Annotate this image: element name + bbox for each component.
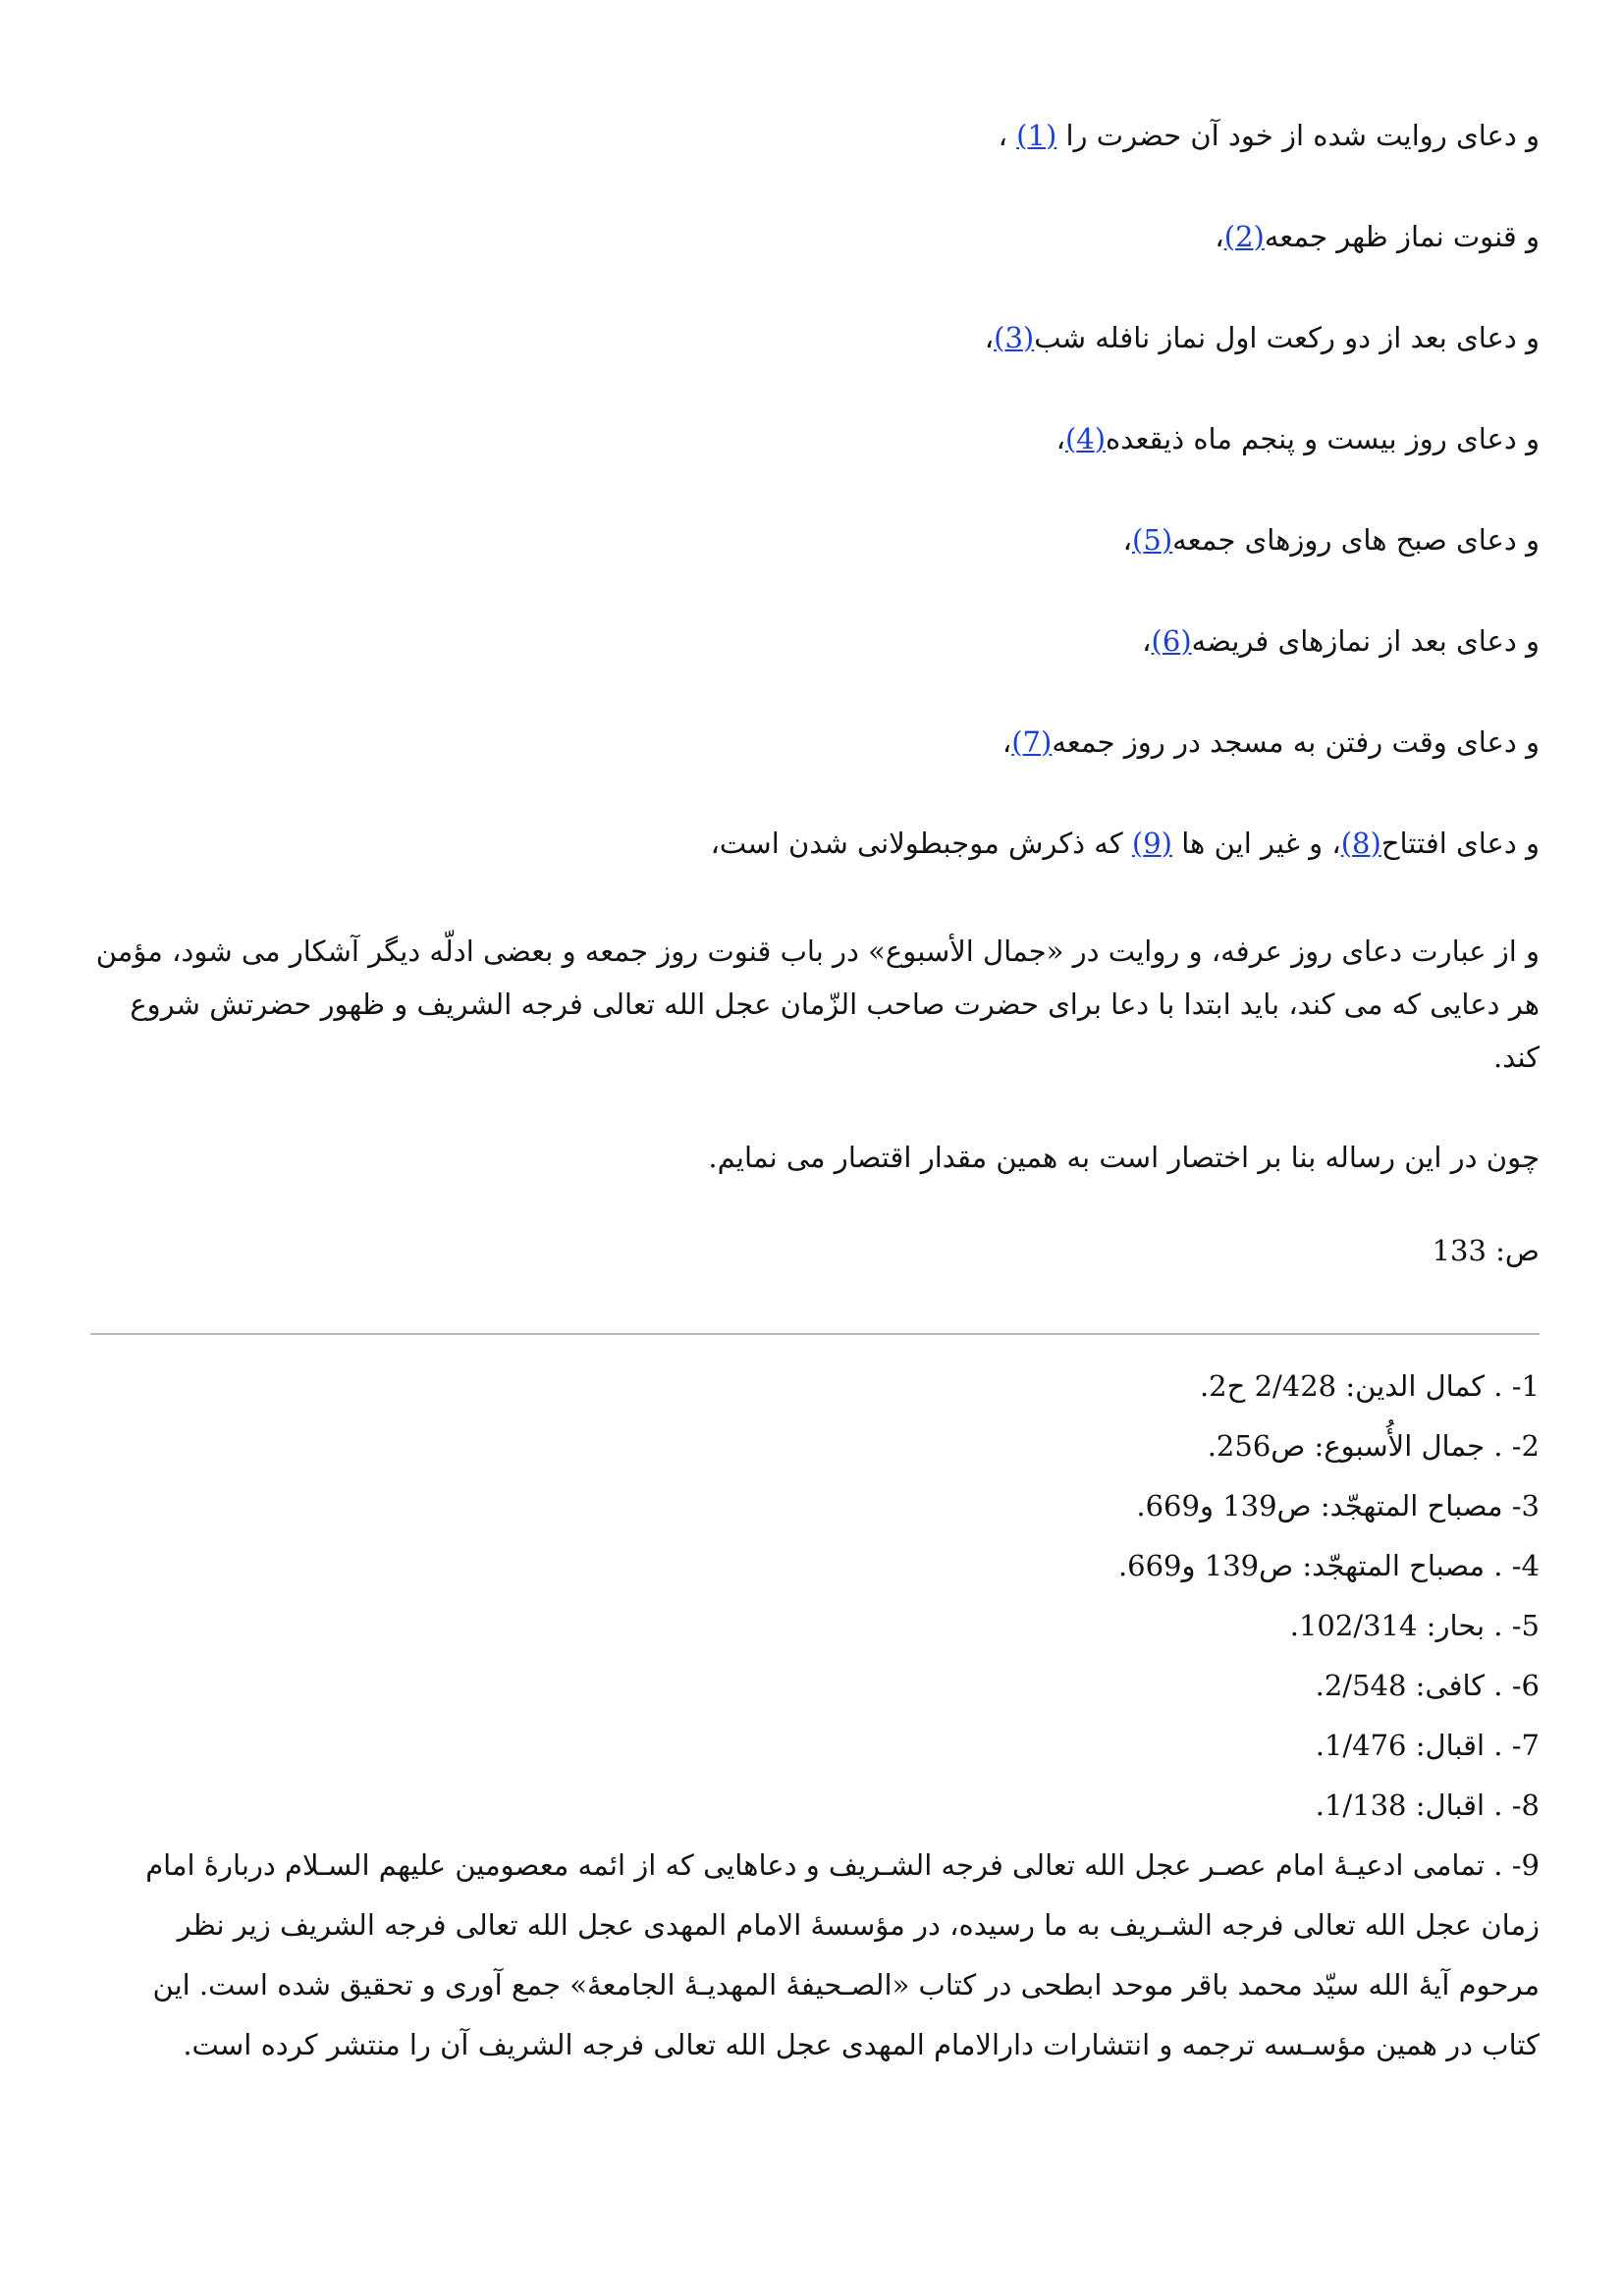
line-text: و دعای افتتاح xyxy=(1380,827,1540,860)
prayer-line-7 xyxy=(90,722,1540,762)
footnote-link-4[interactable]: (4) xyxy=(1064,422,1107,455)
prayer-line-2 xyxy=(90,217,1540,256)
footnote-link-1[interactable]: (1) xyxy=(1016,119,1057,152)
document-page xyxy=(90,0,1540,2075)
footnote-link-7[interactable]: (7) xyxy=(1011,725,1053,759)
line-text: که ذکرش موجبطولانی شدن است، xyxy=(710,827,1132,860)
footnote-7: 7- . اقبال: 1/476. xyxy=(1315,1729,1540,1762)
line-text: و دعای وقت رفتن به مسجد در روز جمعه xyxy=(1052,725,1540,759)
footnote-link-3[interactable]: (3) xyxy=(994,321,1035,354)
prayer-line-5 xyxy=(90,520,1540,560)
line-punct: ، xyxy=(1055,422,1065,455)
body-paragraph-2: چون در این رساله بنا بر اختصار است به همین مقدار اقتصار می نمایم. xyxy=(708,1141,1540,1174)
footnote-5: 5- . بحار: 102/314. xyxy=(1289,1609,1540,1642)
line-text: و دعای روایت شده از خود آن حضرت را xyxy=(1056,119,1540,152)
footnote-link-6[interactable]: (6) xyxy=(1151,624,1192,658)
line-text: و دعای صبح های روزهای جمعه xyxy=(1172,523,1540,557)
page-number: ص: 133 xyxy=(1432,1234,1540,1267)
line-text: و قنوت نماز ظهر جمعه xyxy=(1264,220,1540,253)
line-punct: ، xyxy=(1142,624,1152,658)
line-text: ، و غیر این ها xyxy=(1172,827,1341,860)
line-punct: ، xyxy=(1001,725,1012,759)
body-paragraph-1: و از عبارت دعای روز عرفه، و روایت در «جمال الأسبوع» در باب قنوت روز جمعه و بعضی ادلّه دیگر آشکار می شود، مؤمن هر دعایی که می کند، باید ابتدا با دعا برای حضرت صاحب الزّمان عجل الله تعالی فرجه الشریف و ظهور حضرتش شروع کند. xyxy=(95,934,1540,1074)
footnote-4: 4- . مصباح المتهجّد: ص139 و669. xyxy=(1117,1549,1540,1582)
footnote-8: 8- . اقبال: 1/138. xyxy=(1315,1789,1540,1822)
footnote-link-2[interactable]: (2) xyxy=(1223,220,1265,253)
line-punct: ، xyxy=(1122,523,1133,557)
line-text: و دعای روز بیست و پنجم ماه ذیقعده xyxy=(1106,422,1540,455)
footnote-link-9[interactable]: (9) xyxy=(1131,827,1172,860)
line-punct: ، xyxy=(998,119,1017,152)
prayer-list xyxy=(90,0,1540,863)
line-text: و دعای بعد از نمازهای فریضه xyxy=(1191,624,1540,658)
prayer-line-8 xyxy=(90,824,1540,863)
line-punct: ، xyxy=(984,321,995,354)
footnote-9: 9- . تمامی ادعیـهٔ امام عصـر عجل الله تعالی فرجه الشـریف و دعاهایی که از ائمه معصومین علیهم السـلام دربارهٔ امام زمان عجل الله تعالی فرجه الشـریف به ما رسیده، در مؤسسهٔ الامام المهدی عجل الله تعالی فرجه الشریف زیر نظر مرحوم آیهٔ الله سیّد محمد باقر موحد ابطحی در کتاب «الصـحیفهٔ المهدیـهٔ الجامعهٔ» جمع آوری و تحقیق شده است. این کتاب در همین مؤسـسه ترجمه و انتشارات دارالامام المهدی عجل الله تعالی فرجه الشریف آن را منتشر کرده است. xyxy=(145,1848,1540,2061)
footnote-link-5[interactable]: (5) xyxy=(1132,523,1173,557)
footnote-2: 2- . جمال الأُسبوع: ص256. xyxy=(1207,1429,1540,1463)
footnote-1: 1- . کمال الدین: 2/428 ح2. xyxy=(1199,1369,1540,1403)
prayer-line-6 xyxy=(90,621,1540,661)
footnotes xyxy=(90,1357,1540,2075)
footnote-3: 3- مصباح المتهجّد: ص139 و669. xyxy=(1136,1489,1540,1522)
prayer-line-1 xyxy=(90,116,1540,155)
footnote-divider xyxy=(90,1333,1540,1335)
line-punct: ، xyxy=(1215,220,1224,253)
footnote-link-8[interactable]: (8) xyxy=(1340,827,1381,860)
prayer-line-3 xyxy=(90,318,1540,357)
footnote-6: 6- . کافی: 2/548. xyxy=(1315,1669,1540,1702)
line-text: و دعای بعد از دو رکعت اول نماز نافله شب xyxy=(1034,321,1540,354)
prayer-line-4 xyxy=(90,419,1540,458)
